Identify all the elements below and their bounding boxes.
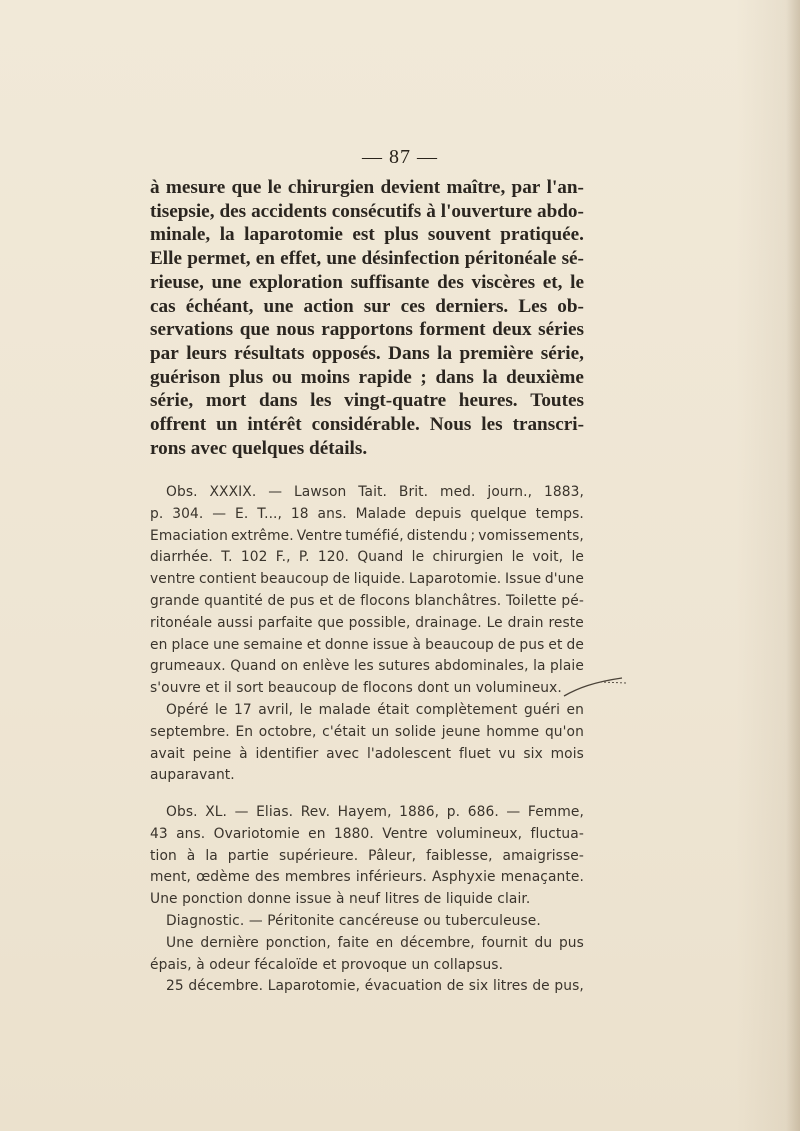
- main-paragraph-line: rons avec quelques détails.: [150, 437, 368, 459]
- observation-1-line: septembre. En octobre, c'était un solide jeune homme qu'on: [150, 723, 584, 740]
- observation-2-line: Obs. XL. — Elias. Rev. Hayem, 1886, p. 686. — Femme,: [166, 804, 584, 820]
- observation-1-line: auparavant.: [150, 767, 235, 784]
- main-paragraph-line: tisepsie, des accidents consécutifs à l'ouverture abdo-: [150, 200, 584, 222]
- observation-xxxix: [150, 482, 584, 787]
- observation-2-line: épais, à odeur fécaloïde et provoque un collapsus.: [150, 956, 504, 973]
- observation-1-line: grumeaux. Quand on enlève les sutures abdominales, la plaie: [150, 658, 584, 675]
- observation-1-line: Obs. XXXIX. — Lawson Tait. Brit. med. journ., 1883,: [166, 484, 584, 500]
- observation-2-line: Une dernière ponction, faite en décembre, fournit du pus: [166, 934, 584, 951]
- main-paragraph-line: cas échéant, une action sur ces derniers. Les ob-: [150, 295, 584, 317]
- observation-2-line: Une ponction donne issue à neuf litres de liquide clair.: [150, 891, 531, 908]
- main-paragraph-line: minale, la laparotomie est plus souvent pratiquée.: [150, 224, 584, 246]
- main-paragraph: [150, 176, 584, 460]
- observation-xl: [150, 802, 584, 998]
- main-paragraph-line: guérison plus ou moins rapide ; dans la deuxième: [150, 366, 584, 388]
- main-paragraph-line: rieuse, une exploration suffisante des viscères et, le: [150, 271, 584, 293]
- observation-1-line: ventre contient beaucoup de liquide. Laparotomie. Issue d'une: [150, 571, 584, 588]
- observation-2-line: ment, œdème des membres inférieurs. Asphyxie menaçante.: [150, 869, 584, 886]
- main-paragraph-line: à mesure que le chirurgien devient maître, par l'an-: [150, 177, 584, 198]
- main-paragraph-line: Elle permet, en effet, une désinfection péritonéale sé-: [150, 248, 584, 270]
- observation-2-line: Diagnostic. — Péritonite cancéreuse ou tuberculeuse.: [166, 912, 541, 929]
- observation-1-line: avait peine à identifier avec l'adolescent fluet vu six mois: [150, 745, 584, 762]
- page-number: — 87 —: [362, 146, 438, 168]
- observation-1-line: s'ouvre et il sort beaucoup de flocons dont un volumineux.: [150, 680, 562, 697]
- page-edge-shadow: [786, 0, 800, 1131]
- observation-1-line: grande quantité de pus et de flocons blanchâtres. Toilette pé-: [150, 592, 584, 609]
- observation-2-line: 43 ans. Ovariotomie en 1880. Ventre volumineux, fluctua-: [150, 825, 584, 842]
- pencil-mark-icon: [560, 674, 630, 702]
- observation-2-line: tion à la partie supérieure. Pâleur, faiblesse, amaigrisse-: [150, 847, 584, 864]
- main-paragraph-line: servations que nous rapportons forment deux séries: [150, 319, 584, 341]
- observation-1-line: Opéré le 17 avril, le malade était complètement guéri en: [166, 701, 584, 718]
- main-paragraph-line: par leurs résultats opposés. Dans la première série,: [150, 342, 584, 364]
- observation-1-line: diarrhée. T. 102 F., P. 120. Quand le chirurgien le voit, le: [150, 549, 584, 566]
- observation-1-line: p. 304. — E. T..., 18 ans. Malade depuis quelque temps.: [150, 505, 584, 522]
- observation-1-line: ritonéale aussi parfaite que possible, drainage. Le drain reste: [150, 614, 584, 631]
- main-paragraph-line: série, mort dans les vingt-quatre heures. Toutes: [150, 390, 584, 412]
- main-paragraph-line: offrent un intérêt considérable. Nous les transcri-: [150, 414, 584, 436]
- observation-1-line: en place une semaine et donne issue à beaucoup de pus et de: [150, 636, 584, 653]
- observation-2-line: 25 décembre. Laparotomie, évacuation de six litres de pus,: [166, 978, 584, 995]
- observation-1-line: Emaciation extrême. Ventre tuméfié, distendu ; vomissements,: [150, 527, 584, 544]
